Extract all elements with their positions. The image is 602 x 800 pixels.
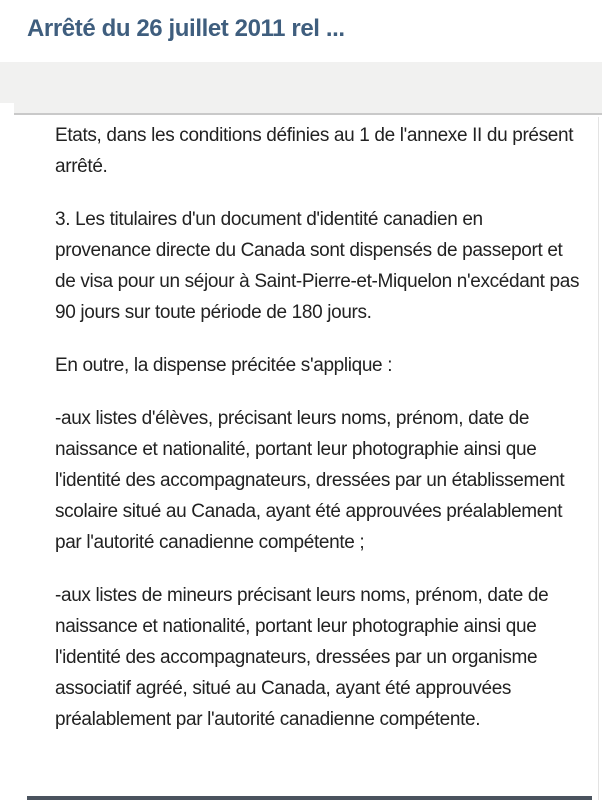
footer-bar-cutoff: [27, 796, 592, 800]
document-paragraph: 3. Les titulaires d'un document d'identité canadien en provenance directe du Canada sont dispensés de passeport et de visa pour un séjour à Saint-Pierre-et-Miquelon n'excédant pas 90 jours sur toute période de 180 jours.: [55, 209, 580, 323]
document-paragraph: En outre, la dispense précitée s'applique :: [55, 355, 393, 376]
document-title-bar: [0, 0, 602, 62]
document-paragraph: Etats, dans les conditions définies au 1 de l'annexe II du présent arrêté.: [55, 125, 574, 177]
scrollbar-track[interactable]: [598, 117, 599, 800]
band-left-notch: [0, 103, 14, 115]
document-scroll-area[interactable]: [0, 115, 602, 798]
toolbar-band: [0, 62, 602, 115]
document-paragraph: -aux listes de mineurs précisant leurs noms, prénom, date de naissance et nationalité, portant leur photographie ainsi que l'identité des accompagnateurs, dressées par un organisme associatif agréé, situé au Canada, ayant été approuvées préalablement par l'autorité canadienne compétente.: [55, 585, 549, 730]
document-paragraph: -aux listes d'élèves, précisant leurs noms, prénom, date de naissance et nationalité, portant leur photographie ainsi que l'identité des accompagnateurs, dressées par un établissement scolaire situé au Canada, ayant été approuvées préalablement par l'autorité canadienne compétente ;: [55, 408, 565, 553]
page-title: Arrêté du 26 juillet 2011 rel ...: [27, 15, 345, 42]
